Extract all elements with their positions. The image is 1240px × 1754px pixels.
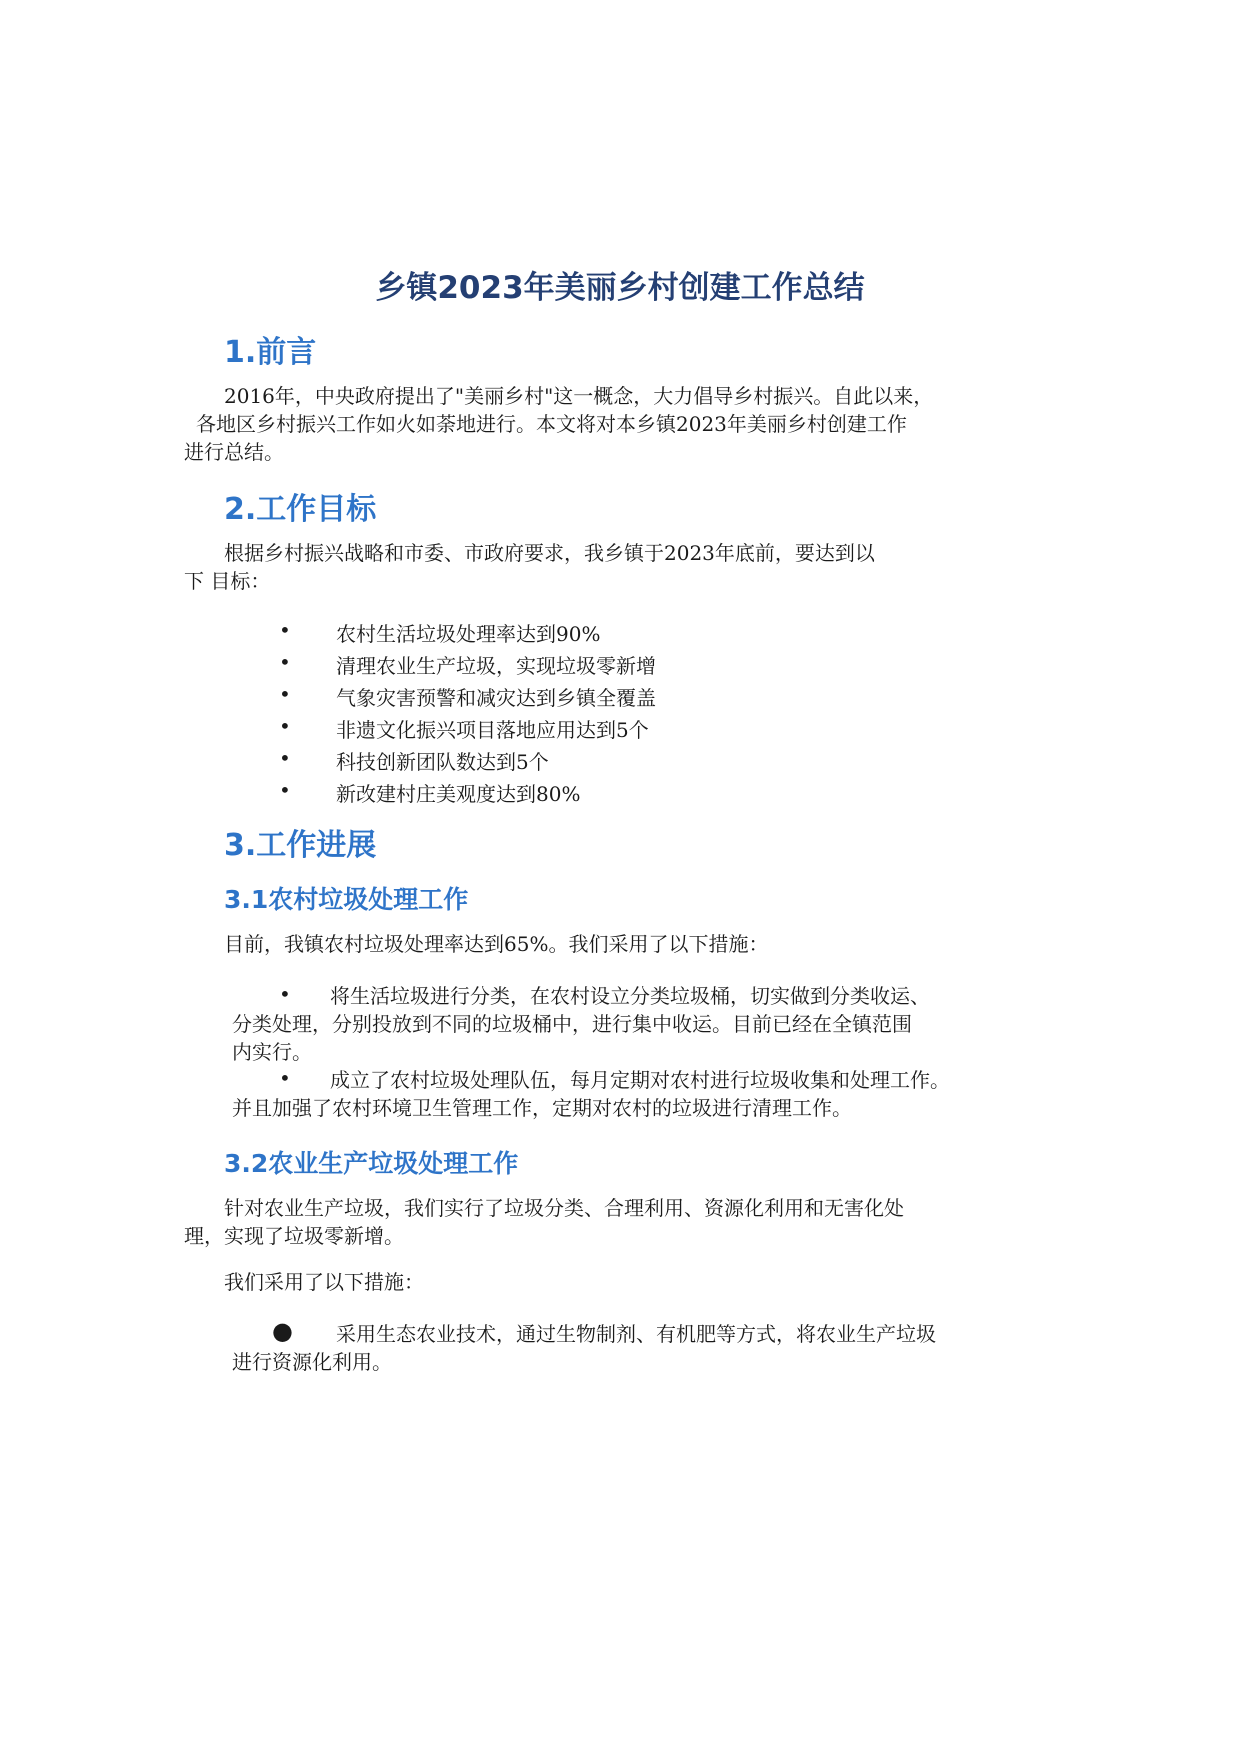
intro-line-1: 2016年，中央政府提出了"美丽乡村"这一概念，大力倡导乡村振兴。自此以来， (224, 384, 934, 408)
goal-item-1: 农村生活垃圾处理率达到90% (336, 622, 601, 646)
bullet-icon: ● (272, 1317, 293, 1345)
goals-line-1: 根据乡村振兴战略和市委、市政府要求，我乡镇于2023年底前，要达到以 (224, 541, 875, 565)
heading-goals: 2.工作目标 (224, 492, 377, 527)
goals-line-2: 下 目标： (184, 569, 271, 593)
document-title: 乡镇2023年美丽乡村创建工作总结 (375, 270, 865, 306)
s32-b1-line-2: 进行资源化利用。 (232, 1350, 392, 1374)
s32-line-1: 针对农业生产垃圾，我们实行了垃圾分类、合理利用、资源化利用和无害化处 (224, 1196, 904, 1220)
bullet-icon: • (279, 778, 291, 802)
s31-intro: 目前，我镇农村垃圾处理率达到65%。我们采用了以下措施： (224, 932, 769, 956)
s31-b2-line-2: 并且加强了农村环境卫生管理工作，定期对农村的垃圾进行清理工作。 (232, 1096, 852, 1120)
s31-b2-line-1: 成立了农村垃圾处理队伍，每月定期对农村进行垃圾收集和处理工作。 (330, 1068, 950, 1092)
intro-line-3: 进行总结。 (184, 440, 284, 464)
s31-b1-line-2: 分类处理，分别投放到不同的垃圾桶中，进行集中收运。目前已经在全镇范围 (232, 1012, 912, 1036)
s31-b1-line-1: 将生活垃圾进行分类，在农村设立分类垃圾桶，切实做到分类收运、 (330, 984, 930, 1008)
bullet-icon: • (279, 682, 291, 706)
bullet-icon: • (279, 982, 291, 1006)
heading-3-2: 3.2农业生产垃圾处理工作 (224, 1149, 519, 1178)
goal-item-2: 清理农业生产垃圾，实现垃圾零新增 (336, 654, 656, 678)
goal-item-3: 气象灾害预警和减灾达到乡镇全覆盖 (336, 686, 656, 710)
goal-item-4: 非遗文化振兴项目落地应用达到5个 (336, 718, 649, 742)
heading-progress: 3.工作进展 (224, 828, 377, 863)
s31-b1-line-3: 内实行。 (232, 1040, 312, 1064)
s32-line-2: 理，实现了垃圾零新增。 (184, 1224, 404, 1248)
s32-b1-line-1: 采用生态农业技术，通过生物制剂、有机肥等方式，将农业生产垃圾 (336, 1322, 936, 1346)
goal-item-6: 新改建村庄美观度达到80% (336, 782, 581, 806)
bullet-icon: • (279, 746, 291, 770)
bullet-icon: • (279, 1066, 291, 1090)
intro-line-2: 各地区乡村振兴工作如火如荼地进行。本文将对本乡镇2023年美丽乡村创建工作 (196, 412, 907, 436)
bullet-icon: • (279, 650, 291, 674)
goal-item-5: 科技创新团队数达到5个 (336, 750, 549, 774)
bullet-icon: • (279, 714, 291, 738)
bullet-icon: • (279, 618, 291, 642)
heading-3-1: 3.1农村垃圾处理工作 (224, 885, 469, 914)
heading-intro: 1.前言 (224, 335, 317, 370)
s32-measures: 我们采用了以下措施： (224, 1270, 424, 1294)
